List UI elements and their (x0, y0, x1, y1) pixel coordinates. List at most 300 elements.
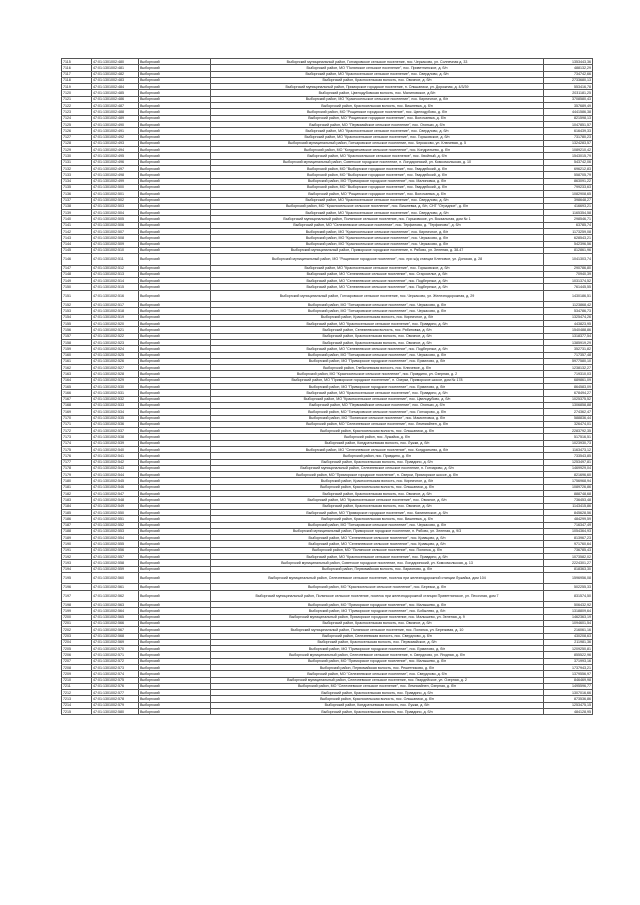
row-number-cell: 7137 (62, 197, 92, 203)
address-cell: Выборгский район, МО "Приморское городское поселение", п. Озерки, Приморское шоссе, д. б/н (211, 472, 544, 478)
cadastral-number-cell: 47:01:1301002:554 (92, 535, 139, 541)
cadastral-number-cell: 47:01:1301002:566 (92, 620, 139, 626)
table-row (62, 590, 593, 601)
cadastral-number-cell: 47:01:1301002:493 (92, 140, 139, 146)
cadastral-number-cell: 47:01:1301002:498 (92, 172, 139, 178)
address-cell: Выборгский район, МО "Красносельское сельское поселение", пос. Свердлово, д. б/н (211, 128, 544, 134)
address-cell: Выборгский район, МО "Первомайское сельское поселение", пос. Огоньки, д. б/н (211, 402, 544, 408)
cadastral-value-cell: 1082908,65 (544, 191, 593, 197)
district-cell: Выборгский (139, 447, 211, 453)
row-number-cell: 7205 (62, 646, 92, 652)
district-cell: Выборгский (139, 608, 211, 614)
cadastral-value-cell: 845628,56 (544, 509, 593, 515)
row-number-cell: 7200 (62, 614, 92, 620)
row-number-cell: 7163 (62, 371, 92, 377)
address-cell: Выборгский район, Красносельская волость, пос. Правдино, д. б/н (211, 459, 544, 465)
row-number-cell: 7125 (62, 121, 92, 127)
row-number-cell: 7155 (62, 321, 92, 327)
address-cell: Выборгский район, МО "Гончаровское сельское поселение", пос. Черкасово, д. б/н (211, 352, 544, 358)
cadastral-value-cell: 717357,48 (544, 352, 593, 358)
address-cell: Выборгский район, Красносельская волость, пос. Вишневка, д. б/н (211, 103, 544, 109)
row-number-cell: 7143 (62, 235, 92, 241)
row-number-cell: 7129 (62, 147, 92, 153)
row-number-cell: 7142 (62, 229, 92, 235)
address-cell: Выборгский район, МО "Гончаровское сельское поселение", пос. Черкасово, д. б/н (211, 308, 544, 314)
cadastral-value-cell: 1143415,86 (544, 503, 593, 509)
cadastral-value-cell: 216061,16 (544, 627, 593, 633)
address-cell: Выборгский район, МО "Красносельское сельское поселение", пос. Вишневка, д. б/н, СНТ "Отрадное", д. б/н (211, 203, 544, 209)
cadastral-value-cell: 1318377,54 (544, 333, 593, 339)
district-cell: Выборгский (139, 284, 211, 290)
cadastral-number-cell: 47:01:1301002:495 (92, 153, 139, 159)
cadastral-value-cell: 616439,33 (544, 128, 593, 134)
district-cell: Выборгский (139, 333, 211, 339)
cadastral-number-cell: 47:01:1301002:547 (92, 491, 139, 497)
address-cell: Выборгский район, МО "Кондратьевское сельское поселение", пос. Кондратьево, д. б/н (211, 147, 544, 153)
address-cell: Выборгский муниципальный район, МО "Рощинское городское поселение", пос. при ж/д станции Кленовое, ул. Донская, д. 28 (211, 254, 544, 265)
address-cell: Выборгский район, МО "Рощинское городское поселение", пос. Волочаевка, д. б/н (211, 115, 544, 121)
row-number-cell: 7179 (62, 472, 92, 478)
row-number-cell: 7167 (62, 396, 92, 402)
district-cell: Выборгский (139, 627, 211, 633)
address-cell: Выборгский район, МО "Приморское городское поселение", пос. Калининское, д. б/н (211, 509, 544, 515)
address-cell: Выборгский муниципальный район, Приморское городское поселение, пос. Малышево, ул. Зеленая, д. 9 (211, 614, 544, 620)
row-number-cell: 7168 (62, 402, 92, 408)
cadastral-value-cell: 542396,56 (544, 241, 593, 247)
district-cell: Выборгский (139, 465, 211, 471)
cadastral-number-cell: 47:01:1301002:578 (92, 696, 139, 702)
district-cell: Выборгский (139, 396, 211, 402)
district-cell: Выборгский (139, 314, 211, 320)
address-cell: Выборгский район, МО "Приморское городское поселение", п. Озерки, Приморское шоссе, дом № 178 (211, 377, 544, 383)
cadastral-number-cell: 47:01:1301002:539 (92, 440, 139, 446)
district-cell: Выборгский (139, 560, 211, 566)
cadastral-number-cell: 47:01:1301002:491 (92, 128, 139, 134)
cadastral-value-cell: 488132,29 (544, 65, 593, 71)
address-cell: Выборгский муниципальный район, Советское городское поселение, пос. Лондаринский, ул. Комсомольская, д. 13 (211, 560, 544, 566)
district-cell: Выборгский (139, 327, 211, 333)
district-cell: Выборгский (139, 516, 211, 522)
address-cell: Выборгский район, МО "Красносельское сельское поселение", пос. Черкасово, д. б/н (211, 235, 544, 241)
cadastral-number-cell: 47:01:1301002:553 (92, 528, 139, 534)
cadastral-value-cell: 761445,55 (544, 284, 593, 290)
cadastral-value-cell: 1094601,54 (544, 620, 593, 626)
row-number-cell: 7124 (62, 115, 92, 121)
address-cell: Выборгский муниципальный район, Советское городское поселение, п. Лондаринский, ул. Комсомольская, д. 10 (211, 159, 544, 165)
row-number-cell: 7146 (62, 254, 92, 265)
district-cell: Выборгский (139, 584, 211, 590)
address-cell: Выборгский муниципальный район, Селезневское сельское поселение, п. Свердлово, ул. Ягодная, д. б/н (211, 652, 544, 658)
address-cell: Выборгский муниципальный район, Приморское городское поселение, п. Рябово, ул. Зеленая, д. 9/3 (211, 528, 544, 534)
row-number-cell: 7133 (62, 172, 92, 178)
row-number-cell: 7204 (62, 639, 92, 645)
cadastral-value-cell: 1209250,81 (544, 646, 593, 652)
cadastral-value-cell: 846469,98 (544, 677, 593, 683)
cadastral-value-cell: 831574,50 (544, 590, 593, 601)
district-cell: Выборгский (139, 166, 211, 172)
address-cell: Выборгский район, МО "Красносельское сельское поселение", пос. Кирпичное, д. б/н (211, 96, 544, 102)
cadastral-value-cell: 1756968,94 (544, 478, 593, 484)
address-cell: Выборгский район, МО "Приморское городское поселение", пос. Ермилово, д. б/н (211, 358, 544, 364)
row-number-cell: 7188 (62, 528, 92, 534)
address-cell: Выборгский район, Красносельская волость, пос. Ольшаники, д. б/н (211, 484, 544, 490)
address-cell: Выборгский район, МО "Приморское городское поселение", пос. Ермилово, д. б/н (211, 384, 544, 390)
cadastral-number-cell: 47:01:1301002:520 (92, 321, 139, 327)
cadastral-value-cell: 558705,79 (544, 172, 593, 178)
cadastral-value-cell: 1123868,42 (544, 302, 593, 308)
address-cell: Выборгский район, МО "Гончаровское сельское поселение", пос. Черкасово, д. б/н (211, 522, 544, 528)
cadastral-number-cell: 47:01:1301002:549 (92, 503, 139, 509)
row-number-cell: 7121 (62, 96, 92, 102)
row-number-cell: 7166 (62, 390, 92, 396)
row-number-cell: 7194 (62, 566, 92, 572)
cadastral-value-cell: 1324283,57 (544, 140, 593, 146)
cadastral-value-cell: 971760,64 (544, 541, 593, 547)
cadastral-value-cell: 517516,51 (544, 434, 593, 440)
row-number-cell: 7210 (62, 677, 92, 683)
cadastral-number-cell: 47:01:1301002:533 (92, 402, 139, 408)
row-number-cell: 7135 (62, 184, 92, 190)
cadastral-number-cell: 47:01:1301002:546 (92, 484, 139, 490)
cadastral-value-cell: 1469929,04 (544, 465, 593, 471)
district-cell: Выборгский (139, 535, 211, 541)
cadastral-number-cell: 47:01:1301002:576 (92, 683, 139, 689)
row-number-cell: 7134 (62, 178, 92, 184)
district-cell: Выборгский (139, 409, 211, 415)
district-cell: Выборгский (139, 377, 211, 383)
address-cell: Выборгский район, МО "Селезневское сельское поселение", пос. Кравцово, д. б/н (211, 535, 544, 541)
address-cell: Выборгский район, Красносельская волость, пос. Первомайское, д. б/н (211, 639, 544, 645)
cadastral-value-cell: 1462363,19 (544, 614, 593, 620)
cadastral-value-cell: 543742,06 (544, 159, 593, 165)
row-number-cell: 7136 (62, 191, 92, 197)
district-cell: Выборгский (139, 690, 211, 696)
address-cell: Выборгский район, Красносельская волость, пос. Ольшаники, д. б/н (211, 428, 544, 434)
cadastral-value-cell: 2031181,25 (544, 90, 593, 96)
district-cell: Выборгский (139, 440, 211, 446)
cadastral-number-cell: 47:01:1301002:570 (92, 646, 139, 652)
district-cell: Выборгский (139, 134, 211, 140)
address-cell: Выборгский район, МО "Селезневское сельское поселение", пос. Кондратьево, д. б/н (211, 447, 544, 453)
cadastral-number-cell: 47:01:1301002:487 (92, 103, 139, 109)
district-cell: Выборгский (139, 620, 211, 626)
district-cell: Выборгский (139, 247, 211, 253)
cadastral-value-cell: 211981,36 (544, 639, 593, 645)
cadastral-value-cell: 290786,80 (544, 265, 593, 271)
address-cell: Выборгский район, пос. Лужайка, д. б/н (211, 434, 544, 440)
district-cell: Выборгский (139, 402, 211, 408)
district-cell: Выборгский (139, 696, 211, 702)
district-cell: Выборгский (139, 371, 211, 377)
cadastral-number-cell: 47:01:1301002:507 (92, 229, 139, 235)
cadastral-number-cell: 47:01:1301002:486 (92, 96, 139, 102)
cadastral-number-cell: 47:01:1301002:516 (92, 290, 139, 301)
district-cell: Выборгский (139, 709, 211, 715)
district-cell: Выборгский (139, 65, 211, 71)
cadastral-number-cell: 47:01:1301002:496 (92, 159, 139, 165)
cadastral-value-cell: 888748,68 (544, 491, 593, 497)
cadastral-number-cell: 47:01:1301002:565 (92, 614, 139, 620)
district-cell: Выборгский (139, 241, 211, 247)
cadastral-number-cell: 47:01:1301002:481 (92, 65, 139, 71)
address-cell: Выборгский район, МО "Красносельское сельское поселение", пос. Свердлово, д. б/н (211, 210, 544, 216)
cadastral-number-cell: 47:01:1301002:503 (92, 203, 139, 209)
cadastral-number-cell: 47:01:1301002:505 (92, 216, 139, 222)
cadastral-number-cell: 47:01:1301002:501 (92, 191, 139, 197)
district-cell: Выборгский (139, 71, 211, 77)
cadastral-number-cell: 47:01:1301002:482 (92, 71, 139, 77)
row-number-cell: 7162 (62, 365, 92, 371)
district-cell: Выборгский (139, 472, 211, 478)
district-cell: Выборгский (139, 235, 211, 241)
row-number-cell: 7197 (62, 590, 92, 601)
row-number-cell: 7191 (62, 547, 92, 553)
address-cell: Выборгский район, Красносельская волость, пос. Овсяное, д. б/н (211, 491, 544, 497)
address-cell: Выборгский район, МО "Красносельское сельское поселение", пос. Кирпичное, д. б/н (211, 229, 544, 235)
address-cell: Выборгский район, МО "Первомайское сельское поселение", пос. Огоньки, д. б/н (211, 121, 544, 127)
address-cell: Выборгский район, МО "Красносельское сельское поселение", пос. Правдино, д. б/н (211, 554, 544, 560)
district-cell: Выборгский (139, 128, 211, 134)
row-number-cell: 7199 (62, 608, 92, 614)
district-cell: Выборгский (139, 59, 211, 65)
address-cell: Выборгский район, Красносельская волость, пос. Кирпичное, д. б/н (211, 478, 544, 484)
cadastral-number-cell: 47:01:1301002:528 (92, 371, 139, 377)
cadastral-value-cell: 3708580,43 (544, 96, 593, 102)
address-cell: Выборгский район, МО "Выборгское городское поселение", пос. Гвардейский, д. б/н (211, 172, 544, 178)
cadastral-value-cell: 1543015,79 (544, 153, 593, 159)
district-cell: Выборгский (139, 572, 211, 583)
row-number-cell: 7165 (62, 384, 92, 390)
row-number-cell: 7158 (62, 339, 92, 345)
address-cell: Выборгский район, МО "Селезневское сельское поселение", пос. Лемпиайнен, Озерная, д. б/н (211, 683, 544, 689)
row-number-cell: 7212 (62, 690, 92, 696)
cadastral-number-cell: 47:01:1301002:555 (92, 541, 139, 547)
district-cell: Выборгский (139, 140, 211, 146)
row-number-cell: 7171 (62, 421, 92, 427)
district-cell: Выборгский (139, 633, 211, 639)
address-cell: Выборгский район, МО "Селезневское сельское поселение", пос. Кравцово, д. б/н (211, 541, 544, 547)
row-number-cell: 7115 (62, 59, 92, 65)
address-cell: Выборгский муниципальный район, Селезневское сельское поселение, п. Гончарово, д. б/н (211, 465, 544, 471)
row-number-cell: 7160 (62, 352, 92, 358)
cadastral-number-cell: 47:01:1301002:485 (92, 90, 139, 96)
cadastral-number-cell: 47:01:1301002:509 (92, 241, 139, 247)
address-cell: Выборгский район, МО "Красносельское сельское поселение", пос. Правдино, ул. Озерная, д. 2 (211, 371, 544, 377)
district-cell: Выборгский (139, 453, 211, 459)
row-number-cell: 7202 (62, 627, 92, 633)
row-number-cell: 7213 (62, 696, 92, 702)
row-number-cell: 7140 (62, 216, 92, 222)
address-cell: Выборгский район, Кондратьевская волость, пос. Лужки, д. б/н (211, 702, 544, 708)
cadastral-value-cell: 1385919,29 (544, 339, 593, 345)
cadastral-value-cell: 553416,78 (544, 84, 593, 90)
cadastral-number-cell: 47:01:1301002:523 (92, 339, 139, 345)
cadastral-value-cell: 678494,27 (544, 390, 593, 396)
cadastral-number-cell: 47:01:1301002:527 (92, 365, 139, 371)
district-cell: Выборгский (139, 602, 211, 608)
cadastral-value-cell: 1253497,81 (544, 459, 593, 465)
district-cell: Выборгский (139, 547, 211, 553)
district-cell: Выборгский (139, 664, 211, 670)
row-number-cell: 7192 (62, 554, 92, 560)
cadastral-value-cell: 484128,95 (544, 709, 593, 715)
cadastral-value-cell: 484299,59 (544, 516, 593, 522)
cadastral-number-cell: 47:01:1301002:506 (92, 222, 139, 228)
cadastral-number-cell: 47:01:1301002:513 (92, 271, 139, 277)
district-cell: Выборгский (139, 677, 211, 683)
district-cell: Выборгский (139, 614, 211, 620)
address-cell: Выборгский район, Красносельская волость, пос. Вишневка, д. б/н (211, 516, 544, 522)
cadastral-number-cell: 47:01:1301002:541 (92, 453, 139, 459)
row-number-cell: 7184 (62, 503, 92, 509)
cadastral-value-cell: 5977580,10 (544, 358, 593, 364)
address-cell: Выборгский район, пос. Правдино, д. б/н (211, 453, 544, 459)
address-cell: Выборгский район, Кондратьевская волость, пос. Лужки, д. б/н (211, 440, 544, 446)
cadastral-value-table (61, 58, 593, 715)
cadastral-number-cell: 47:01:1301002:517 (92, 302, 139, 308)
row-number-cell: 7122 (62, 103, 92, 109)
cadastral-value-cell: 855522,96 (544, 652, 593, 658)
cadastral-value-cell: 326474,01 (544, 421, 593, 427)
row-number-cell: 7119 (62, 84, 92, 90)
cadastral-value-cell: 812861,96 (544, 247, 593, 253)
district-cell: Выборгский (139, 77, 211, 83)
address-cell: Выборгский район, МО "Приморское городское поселение", пос. Малышево, д. б/н (211, 658, 544, 664)
row-number-cell: 7149 (62, 278, 92, 284)
cadastral-number-cell: 47:01:1301002:577 (92, 690, 139, 696)
district-cell: Выборгский (139, 90, 211, 96)
district-cell: Выборгский (139, 384, 211, 390)
address-cell: Выборгский район, МО "Красносельское сельское поселение", пос. Хвойный, д. б/н (211, 153, 544, 159)
district-cell: Выборгский (139, 421, 211, 427)
district-cell: Выборгский (139, 590, 211, 601)
district-cell: Выборгский (139, 229, 211, 235)
row-number-cell: 7147 (62, 265, 92, 271)
cadastral-number-cell: 47:01:1301002:572 (92, 658, 139, 664)
cadastral-number-cell: 47:01:1301002:522 (92, 333, 139, 339)
cadastral-number-cell: 47:01:1301002:559 (92, 566, 139, 572)
cadastral-value-cell: 506432,92 (544, 602, 593, 608)
cadastral-value-cell: 1238132,27 (544, 365, 593, 371)
address-cell: Выборгский район, Первомайская волость, пос. Ларионово, д. б/н (211, 566, 544, 572)
address-cell: Выборгский район, МО "Гончаровское сельское поселение", пос. Гончарово, д. б/н (211, 409, 544, 415)
table-row (62, 572, 593, 583)
address-cell: Выборгский район, МО "Приморское городское поселение", пос. Ермилово, д. б/н (211, 646, 544, 652)
cadastral-number-cell: 47:01:1301002:580 (92, 709, 139, 715)
district-cell: Выборгский (139, 153, 211, 159)
district-cell: Выборгский (139, 390, 211, 396)
cadastral-number-cell: 47:01:1301002:515 (92, 284, 139, 290)
address-cell: Выборгский район, МО "Красносельское сельское поселение", пос. Овсяное, д. б/н (211, 497, 544, 503)
cadastral-value-cell: 863091,22 (544, 178, 593, 184)
cadastral-value-cell: 1353443,36 (544, 59, 593, 65)
row-number-cell: 7159 (62, 346, 92, 352)
district-cell: Выборгский (139, 265, 211, 271)
cadastral-value-cell: 502255,33 (544, 584, 593, 590)
row-number-cell: 7170 (62, 415, 92, 421)
address-cell: Выборгский район, МО "Селезневское сельское поселение", пос. Подберезье, д. б/н (211, 346, 544, 352)
district-cell: Выборгский (139, 346, 211, 352)
row-number-cell: 7173 (62, 434, 92, 440)
address-cell: Выборгский район, МО "Выборгское городское поселение", пос. Гвардейский, д. б/н (211, 184, 544, 190)
cadastral-number-cell: 47:01:1301002:540 (92, 447, 139, 453)
district-cell: Выборгский (139, 103, 211, 109)
cadastral-number-cell: 47:01:1301002:557 (92, 554, 139, 560)
district-cell: Выборгский (139, 459, 211, 465)
cadastral-value-cell: 873536,86 (544, 696, 593, 702)
row-number-cell: 7189 (62, 535, 92, 541)
address-cell: Выборгский район, Цвелодубовская волость, пос. Малиновское, д.б/н (211, 90, 544, 96)
district-cell: Выборгский (139, 96, 211, 102)
district-cell: Выборгский (139, 503, 211, 509)
district-cell: Выборгский (139, 491, 211, 497)
district-cell: Выборгский (139, 683, 211, 689)
cadastral-value-cell: 1073582,02 (544, 554, 593, 560)
cadastral-number-cell: 47:01:1301002:548 (92, 497, 139, 503)
district-cell: Выборгский (139, 554, 211, 560)
address-cell: Выборгский район, МО "Приморское городское поселение", пос. Малиновка, д. б/н (211, 178, 544, 184)
address-cell: Выборгский район, МО "Приморское городское поселение", пос. Бобылево, д. б/н (211, 608, 544, 614)
address-cell: Выборгский район, МО "Селезневское сельское поселение", пос. Свердлово, д. б/н (211, 671, 544, 677)
cadastral-number-cell: 47:01:1301002:563 (92, 602, 139, 608)
district-cell: Выборгский (139, 254, 211, 265)
address-cell: Выборгский район, МО "Селезневское сельское поселение", пос. Староселье, д. б/н (211, 271, 544, 277)
cadastral-number-cell: 47:01:1301002:521 (92, 327, 139, 333)
cadastral-number-cell: 47:01:1301002:514 (92, 278, 139, 284)
district-cell: Выборгский (139, 159, 211, 165)
district-cell: Выборгский (139, 509, 211, 515)
address-cell: Выборгский район, МО "Красносельское сельское поселение", пос. Правдино, д. б/н (211, 321, 544, 327)
row-number-cell: 7209 (62, 671, 92, 677)
table-row (62, 709, 593, 715)
row-number-cell: 7187 (62, 522, 92, 528)
cadastral-number-cell: 47:01:1301002:573 (92, 664, 139, 670)
cadastral-value-cell: 733543,85 (544, 453, 593, 459)
row-number-cell: 7196 (62, 584, 92, 590)
cadastral-value-cell: 1325474,26 (544, 314, 593, 320)
cadastral-value-cell: 274362,47 (544, 409, 593, 415)
cadastral-number-cell: 47:01:1301002:531 (92, 390, 139, 396)
cadastral-number-cell: 47:01:1301002:537 (92, 428, 139, 434)
address-cell: Выборгский муниципальный район, Приморское городское поселение, п. Рябово, ул. Зеленая, д. 38-47 (211, 247, 544, 253)
row-number-cell: 7182 (62, 491, 92, 497)
district-cell: Выборгский (139, 639, 211, 645)
row-number-cell: 7144 (62, 241, 92, 247)
district-cell: Выборгский (139, 566, 211, 572)
district-cell: Выборгский (139, 434, 211, 440)
cadastral-number-cell: 47:01:1301002:508 (92, 235, 139, 241)
row-number-cell: 7169 (62, 409, 92, 415)
cadastral-number-cell: 47:01:1301002:535 (92, 415, 139, 421)
row-number-cell: 7126 (62, 128, 92, 134)
address-cell: Выборгский район, МО "Селезневское сельское поселение", пос. Терфиново, д. "Терфиново", д. б/н (211, 222, 544, 228)
cadastral-value-cell: 443823,95 (544, 321, 593, 327)
cadastral-value-cell: 1023930,73 (544, 440, 593, 446)
cadastral-value-cell: 1253475,15 (544, 702, 593, 708)
cadastral-value-cell: 734742,66 (544, 71, 593, 77)
cadastral-number-cell: 47:01:1301002:558 (92, 560, 139, 566)
district-cell: Выборгский (139, 352, 211, 358)
cadastral-value-cell: 799233,63 (544, 184, 593, 190)
district-cell: Выборгский (139, 541, 211, 547)
cadastral-value-cell: 357689,49 (544, 103, 593, 109)
table-row (62, 290, 593, 301)
address-cell: Выборгский район, МО "Красносельское сельское поселение", пос. Березки, д. б/н (211, 584, 544, 590)
district-cell: Выборгский (139, 308, 211, 314)
row-number-cell: 7164 (62, 377, 92, 383)
row-number-cell: 7172 (62, 428, 92, 434)
cadastral-number-cell: 47:01:1301002:569 (92, 639, 139, 645)
